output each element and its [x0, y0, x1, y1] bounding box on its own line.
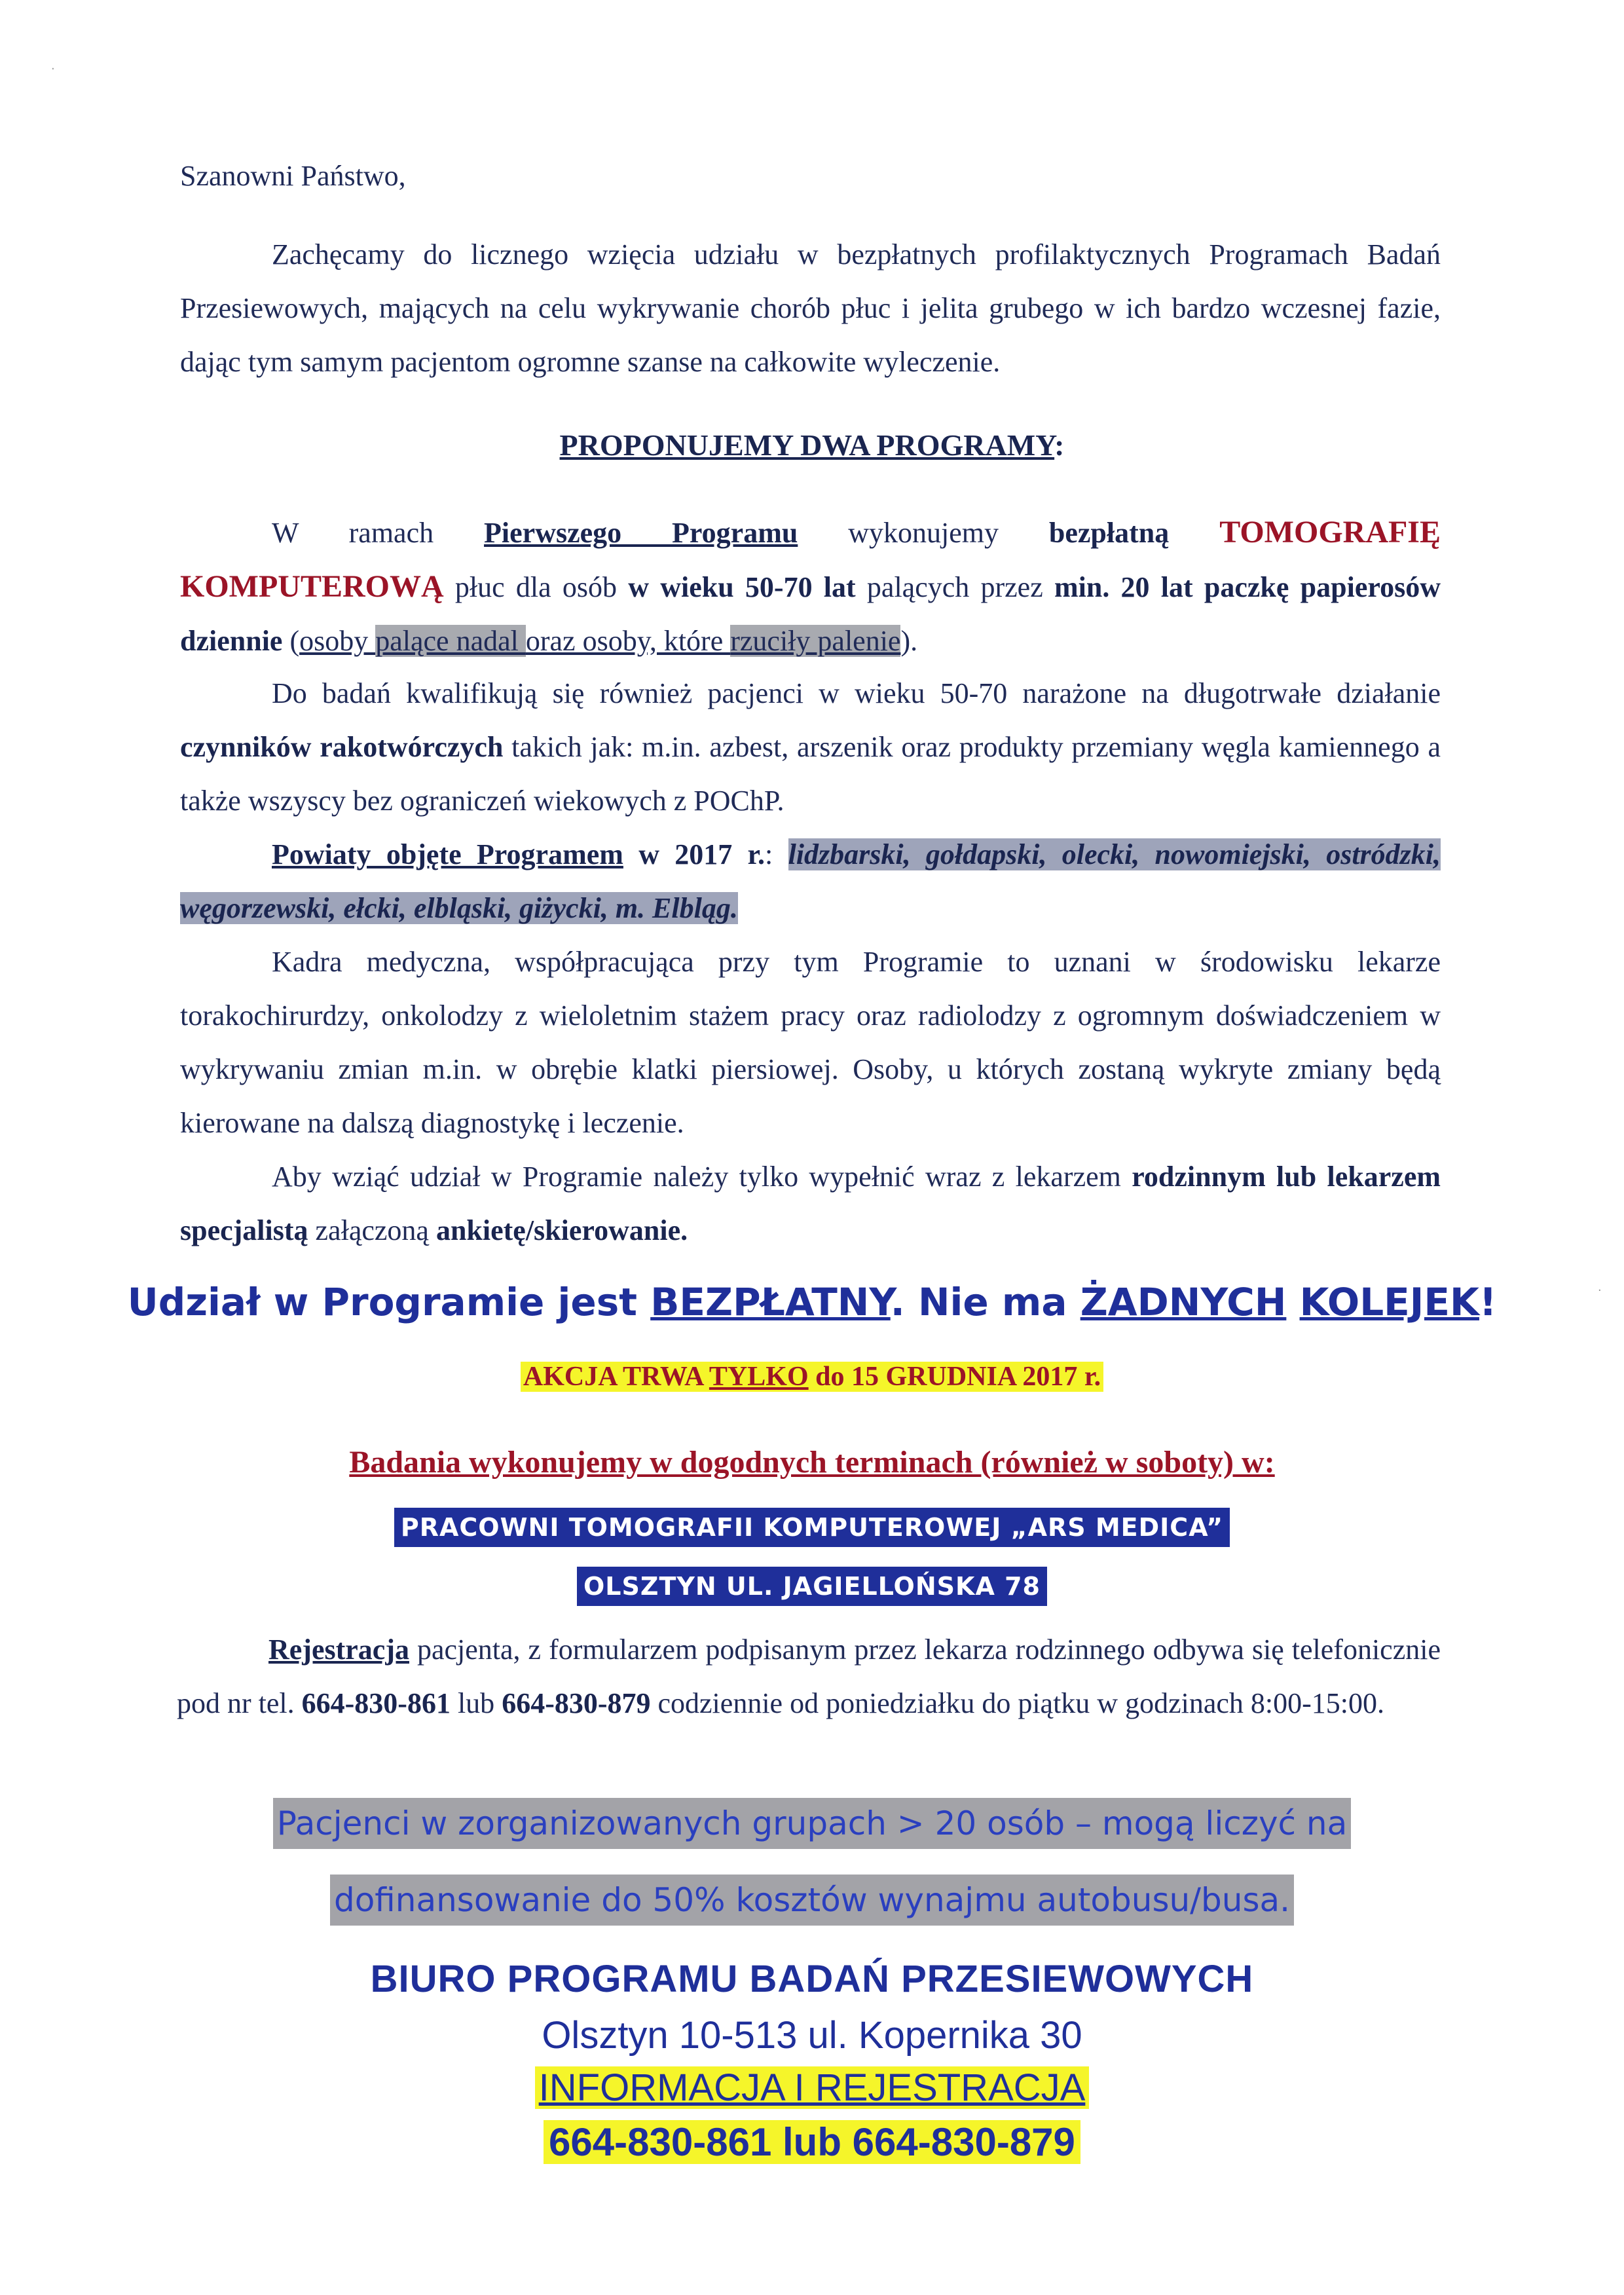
carcinogens-label: czynników rakotwórczych [180, 731, 504, 763]
text: . Nie ma [890, 1280, 1080, 1324]
office-info: INFORMACJA I REJESTRACJA [535, 2066, 1090, 2109]
scan-speck: · [51, 62, 55, 76]
smoking-criteria: min. 20 lat paczkę papierosów dziennie [180, 571, 1441, 657]
how-to-join-paragraph [180, 1150, 1441, 1258]
heading [0, 419, 1624, 472]
none-word: ŻADNYCH [1080, 1280, 1287, 1324]
districts-list: lidzbarski, gołdapski, olecki, nowomiejski, ostródzki, węgorzewski, ełcki, elbląski, giżycki, m. Elbląg. [180, 838, 1441, 924]
office-phones-row [0, 2114, 1624, 2171]
phone-number: 664-830-879 [502, 1687, 651, 1719]
districts-paragraph [180, 828, 1441, 935]
text: lub [450, 1687, 502, 1719]
greeting: Szanowni Państwo, [180, 160, 406, 192]
text: AKCJA TRWA [523, 1362, 709, 1392]
deadline-line [0, 1356, 1624, 1398]
text: wykonujemy [798, 517, 1049, 549]
scan-speck: · [1598, 1284, 1602, 1297]
intro-paragraph: Zachęcamy do licznego wzięcia udziału w bezpłatnych profilaktycznych Programach Badań Przesiewowych, mających na celu wykrywanie chorób płuc i jelita grubego w ich bardzo wczesnej fazie, dając tym samym pacjentom ogromne szanse na całkowite wyleczenie. [180, 238, 1441, 378]
clinic-address-row [0, 1567, 1624, 1606]
free-program-banner [0, 1271, 1624, 1334]
text: Udział w Programie jest [127, 1280, 651, 1324]
text: Do badań kwalifikują się również pacjenci w wieku 50-70 narażone na długotrwałe działanie [272, 677, 1441, 709]
program-name: Pierwszego Programu [484, 517, 798, 549]
text: ! [1479, 1280, 1497, 1324]
registration-label: Rejestracja [268, 1633, 409, 1666]
highlighted-text: palące nadal [375, 625, 526, 657]
text: płuc dla osób [443, 571, 629, 603]
staff-paragraph: Kadra medyczna, współpracująca przy tym Programie to uznani w środowisku lekarze torakochirurdzy, onkolodzy z wieloletnim stażem pracy oraz radiolodzy z ogromnym doświadczeniem w wykrywaniu zmian m.in. w obrębie klatki piersiowej. Osoby, u których zostaną wykryte zmiany będą kierowane na dalszą diagnostykę i leczenie. [180, 946, 1441, 1139]
text: osoby [299, 625, 376, 657]
heading-text: PROPONUJEMY DWA PROGRAMY [559, 428, 1055, 462]
free-label: bezpłatną [1048, 517, 1170, 549]
groups-line-2-row [0, 1875, 1624, 1926]
text: oraz osoby, które [525, 625, 731, 657]
clinic-name-row [0, 1508, 1624, 1547]
text: : [765, 838, 788, 870]
text [1286, 1280, 1299, 1324]
office-address: Olsztyn 10-513 ul. Kopernika 30 [542, 2014, 1082, 2057]
clinic-address: OLSZTYN UL. JAGIELLOŃSKA 78 [577, 1567, 1047, 1606]
queues-word: KOLEJEK [1299, 1280, 1479, 1324]
districts-label: Powiaty objęte Programem [272, 838, 623, 870]
highlighted-text: rzuciły palenie [730, 625, 901, 657]
text: takich jak: m.in. azbest, arszenik oraz produkty przemiany węgla kamiennego a także wszyscy bez ograniczeń wiekowych z POChP. [180, 731, 1441, 817]
text: do 15 GRUDNIA 2017 r. [808, 1362, 1101, 1392]
text [1169, 517, 1219, 549]
groups-line-1: Pacjenci w zorganizowanych grupach > 20 osób – mogą liczyć na [273, 1798, 1352, 1849]
text: ( [282, 625, 300, 657]
text: załączoną [308, 1214, 436, 1246]
groups-line-1-row [0, 1798, 1624, 1849]
phone-number: 664-830-861 [301, 1687, 451, 1719]
text: Aby wziąć udział w Programie należy tylko wypełnić wraz z lekarzem [272, 1161, 1132, 1193]
clinic-name: PRACOWNI TOMOGRAFII KOMPUTEROWEJ „ARS MEDICA” [394, 1508, 1230, 1547]
text: pacjenta, z formularzem podpisanym przez lekarza rodzinnego odbywa się telefonicznie pod nr tel. [177, 1633, 1441, 1719]
text: palących przez [855, 571, 1054, 603]
registration-paragraph [177, 1623, 1441, 1730]
office-title: BIURO PROGRAMU BADAŃ PRZESIEWOWYCH [370, 1958, 1254, 2000]
groups-line-2: dofinansowanie do 50% kosztów wynajmu autobusu/busa. [330, 1875, 1294, 1926]
deadline-highlight [521, 1362, 1103, 1392]
text: W ramach [272, 517, 485, 549]
program-paragraph [180, 506, 1441, 668]
districts-year: w 2017 r. [623, 838, 766, 870]
text: codziennie od poniedziałku do piątku w godzinach 8:00-15:00. [650, 1687, 1384, 1719]
free-word: BEZPŁATNY [650, 1280, 891, 1324]
heading-colon: : [1054, 428, 1065, 462]
form-label: ankietę/skierowanie. [435, 1214, 688, 1246]
office-info-row [0, 2062, 1624, 2114]
doctor-label: rodzinnym lub lekarzem specjalistą [180, 1161, 1441, 1246]
text: ). [900, 625, 918, 657]
qualification-paragraph [180, 667, 1441, 828]
only-word: TYLKO [709, 1362, 809, 1392]
tomography-label: TOMOGRAFIĘ KOMPUTEROWĄ [180, 515, 1441, 604]
age-label: w wieku 50-70 lat [628, 571, 856, 603]
office-phones: 664-830-861 lub 664-830-879 [544, 2120, 1080, 2164]
schedule-line: Badania wykonujemy w dogodnych terminach (również w soboty) w: [349, 1445, 1275, 1480]
